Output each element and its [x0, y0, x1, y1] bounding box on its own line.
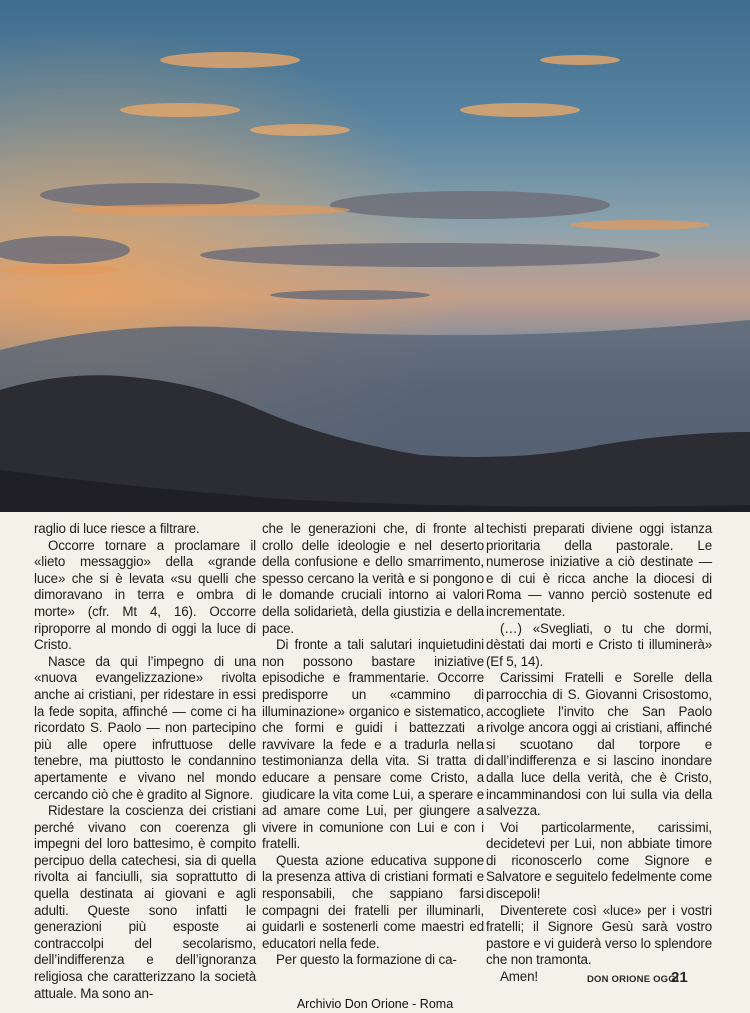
- paragraph: techisti preparati diviene oggi istanza prioritaria della pastorale. Le numerose iniziative a ciò destinate — e di cui è ricca anche la diocesi di Roma — vanno perciò sostenute ed incrementate.: [486, 521, 712, 619]
- text-column-1: [34, 521, 256, 1002]
- paragraph: Carissimi Fratelli e Sorelle della parrocchia di S. Giovanni Crisostomo, accogliete l’invito che San Paolo rivolge ancora oggi ai cristiani, affinché si scuotano dal torpore e dall’indifferenza e si lascino inondare dalla luce della verità, che è Cristo, incamminandosi con lui sulla via della salvezza.: [486, 670, 712, 819]
- paragraph: raglio di luce riesce a filtrare.: [34, 521, 200, 536]
- text-column-3: [486, 521, 712, 986]
- paragraph: che le generazioni che, di fronte al crollo delle ideologie e nel deserto della confusione e dello smarrimento, spesso cercano la verità e si pongono le domande cruciali intorno ai valori della solidarietà, della giustizia e della pace.: [262, 521, 484, 636]
- paragraph: Occorre tornare a proclamare il «lieto messaggio» della «grande luce» che si è levata «su quelli che dimoravano in terra e ombra di morte» (cfr. Mt 4, 16). Occorre riproporre al mondo di oggi la luce di Cristo.: [34, 537, 256, 653]
- paragraph: (…) «Svegliati, o tu che dormi, dèstati dai morti e Cristo ti illuminerà» (Ef 5, 14).: [486, 620, 712, 669]
- paragraph: Ridestare la coscienza dei cristiani perché vivano con coerenza gli impegni del loro battesimo, è compito percipuo della catechesi, sia di quella rivolta ai fanciulli, sia soprattutto di quella destinata ai giovani e agli adulti. Queste sono infatti le generazioni più esposte ai contraccolpi del secolarismo, dell’indifferenza e dell’ignoranza religiosa che caratterizzano la società attuale. Ma sono an-: [34, 803, 256, 1001]
- paragraph: Voi particolarmente, carissimi, decidetevi per Lui, non abbiate timore di riconoscerlo come Signore e Salvatore e seguitelo fedelmente come discepoli!: [486, 819, 712, 902]
- paragraph: Nasce da qui l’impegno di una «nuova evangelizzazione» rivolta anche ai cristiani, per ridestare in essi la fede sopita, affinché — come ci ha ricordato S. Paolo — non partecipino più alle opere infruttuose delle tenebre, ma piuttosto le condannino apertamente e vivano nel mondo cercando ciò che è gradito al Signore.: [34, 653, 256, 802]
- text-column-2: [262, 521, 484, 969]
- magazine-name: DON ORIONE OGGI: [587, 974, 679, 985]
- archive-label: Archivio Don Orione - Roma: [296, 997, 454, 1011]
- paragraph: Di fronte a tali salutari inquietudini non possono bastare iniziative episodiche e frammentarie. Occorre predisporre un «cammino di illuminazione» organico e sistematico, che formi e guidi i battezzati a ravvivare la fede e a tradurla nella testimonianza della vita. Si tratta di educare a pensare come Cristo, a giudicare la vita come Lui, a sperare e ad amare come Lui, per giungere a vivere in comunione con Lui e con i fratelli.: [262, 637, 484, 852]
- page-number: 21: [671, 969, 688, 986]
- paragraph: Per questo la formazione di ca-: [276, 952, 457, 968]
- paragraph: Amen!: [500, 969, 538, 985]
- paragraph: Questa azione educativa suppone la presenza attiva di cristiani formati e responsabili, che sappiano farsi compagni dei fratelli per illuminarli, guidarli e sostenerli come maestri ed educatori nella fede.: [262, 852, 484, 951]
- paragraph: Diventerete così «luce» per i vostri fratelli; il Signore Gesù sarà vostro pastore e vi guiderà verso lo splendore che non tramonta.: [486, 902, 712, 968]
